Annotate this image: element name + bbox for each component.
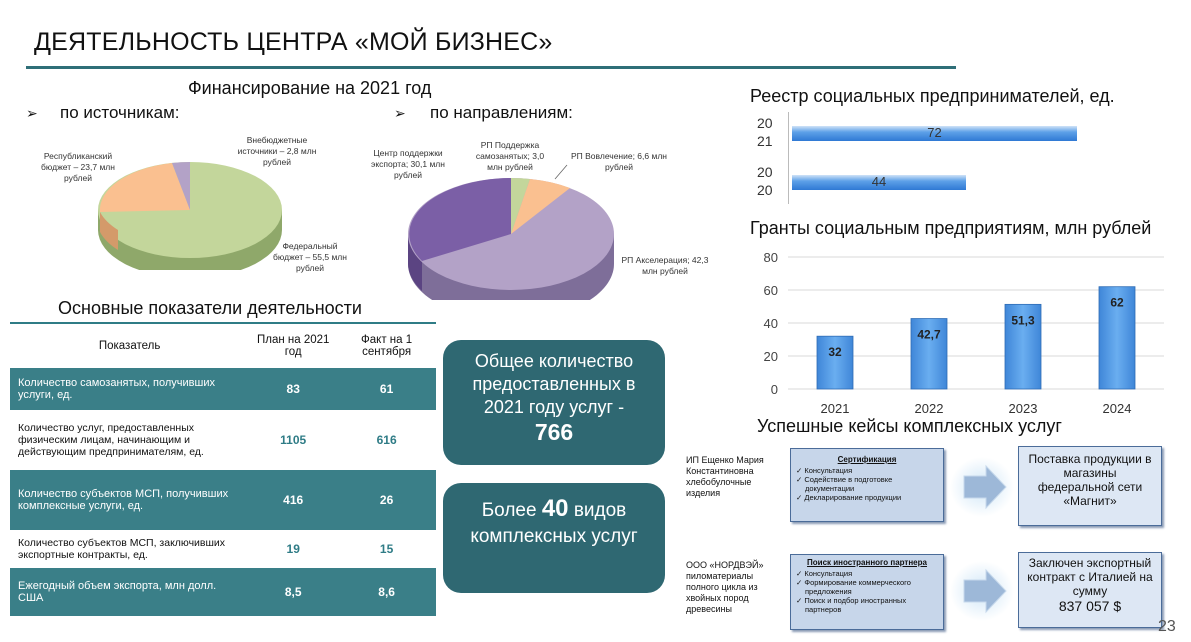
y-tick-label: 80 [763, 250, 778, 265]
list-item: ✓ Поиск и подбор иностранных партнеров [805, 596, 943, 614]
total-services-number: 766 [534, 419, 574, 445]
grant-bar-value-label: 62 [1110, 295, 1124, 310]
directions-pie-chart [402, 170, 620, 300]
pie2-label-export: Центр поддержки экспорта; 30,1 млн рублей [371, 148, 445, 180]
y-tick-label: 40 [763, 316, 778, 331]
case1-org: ИП Ещенко Мария Константиновна хлебобулочные изделия [686, 455, 764, 498]
kpi-row-name: Ежегодный объем экспорта, млн долл. США [10, 568, 249, 616]
page-number: 23 [1158, 618, 1176, 635]
complex-services-number: 40 [541, 495, 569, 522]
kpi-row-plan: 416 [249, 470, 337, 530]
complex-services-box [443, 483, 665, 593]
x-tick-label: 2024 [1102, 401, 1132, 416]
registry-bar-label: 44 [871, 174, 887, 189]
registry-title: Реестр социальных предпринимателей, ед. [750, 86, 1115, 106]
page-title: ДЕЯТЕЛЬНОСТЬ ЦЕНТРА «МОЙ БИЗНЕС» [34, 28, 553, 56]
y-tick-label: 0 [770, 382, 778, 397]
pie2-label-selfemployed: РП Поддержка самозанятых; 3,0 млн рублей [475, 140, 545, 172]
kpi-row-name: Количество субъектов МСП, получивших комплексные услуги, ед. [10, 470, 249, 530]
total-services-text: Общее количество предоставленных в 2021 году услуг - [472, 351, 636, 417]
case1-service-title: Сертификация [837, 455, 897, 464]
kpi-row-fact: 8,6 [337, 568, 436, 616]
pie2-leader-lines [545, 163, 575, 183]
case1-arrow-icon [950, 456, 1014, 518]
list-item: ✓ Консультация [805, 569, 943, 578]
kpi-row-fact: 616 [337, 410, 436, 470]
x-tick-label: 2022 [914, 401, 944, 416]
pie1-label-extrabudget: Внебюджетные источники – 2,8 млн рублей [237, 135, 317, 167]
table-row [10, 530, 436, 568]
kpi-row-plan: 1105 [249, 410, 337, 470]
grant-bar-value-label: 42,7 [917, 327, 941, 342]
kpi-header-plan: План на 2021 год [249, 323, 337, 368]
case2-arrow-icon [950, 560, 1014, 622]
grant-bar-value-label: 32 [828, 345, 842, 360]
registry-year-2020: 20 20 [757, 164, 773, 198]
kpi-table [10, 322, 436, 616]
complex-services-pre: Более [481, 500, 537, 521]
x-tick-label: 2021 [820, 401, 850, 416]
registry-bar-2020 [792, 175, 966, 190]
kpi-row-name: Количество услуг, предоставленных физическим лицам, начинающим и действующим предпринимателям, ед. [10, 410, 249, 470]
kpi-row-fact: 15 [337, 530, 436, 568]
grants-chart-title: Гранты социальным предприятиям, млн рублей [750, 218, 1152, 238]
kpi-row-plan: 19 [249, 530, 337, 568]
kpi-header-fact: Факт на 1 сентября [337, 323, 436, 368]
funding-by-direction-label: по направлениям: [430, 103, 573, 122]
table-row [10, 368, 436, 410]
case2-service-title: Поиск иностранного партнера [807, 558, 927, 567]
x-tick-label: 2023 [1008, 401, 1038, 416]
complex-services-post: видов комплексных услуг [470, 500, 638, 547]
registry-bar-2021 [792, 126, 1077, 141]
table-row [10, 470, 436, 530]
cases-title: Успешные кейсы комплексных услуг [757, 416, 1062, 436]
total-services-box [443, 340, 665, 465]
case2-services-card [790, 554, 944, 630]
list-item: ✓ Содействие в подготовке документации [805, 475, 943, 493]
kpi-row-fact: 61 [337, 368, 436, 410]
registry-bar-label: 72 [927, 125, 942, 140]
funding-title: Финансирование на 2021 год [188, 78, 432, 98]
pie2-label-acceleration: РП Акселерация; 42,3 млн рублей [621, 255, 709, 276]
title-divider [26, 66, 956, 69]
registry-year-2021: 20 21 [757, 115, 773, 149]
kpi-row-plan: 8,5 [249, 568, 337, 616]
kpi-title: Основные показатели деятельности [58, 298, 362, 318]
table-row [10, 568, 436, 616]
funding-by-source-label: по источникам: [60, 103, 180, 122]
y-tick-label: 20 [763, 349, 778, 364]
kpi-header-row [10, 323, 436, 368]
grant-bar-value-label: 51,3 [1011, 313, 1035, 328]
pie2-label-involvement: РП Вовлечение; 6,6 млн рублей [571, 151, 667, 172]
kpi-header-indicator: Показатель [10, 323, 249, 368]
case2-result-amount: 837 057 $ [1058, 598, 1122, 614]
grants-bar-chart [752, 245, 1172, 420]
case2-org: ООО «НОРДВЭЙ» пиломатериалы полного цикла из хвойных пород древесины [686, 560, 764, 614]
kpi-row-name: Количество субъектов МСП, заключивших экспортные контракты, ед. [10, 530, 249, 568]
list-item: ✓ Декларирование продукции [805, 493, 943, 502]
list-item: ✓ Консультация [805, 466, 943, 475]
list-item: ✓ Формирование коммерческого предложения [805, 578, 943, 596]
arrow-bullet-icon: ➢ [394, 105, 406, 121]
table-row [10, 410, 436, 470]
registry-axis [788, 112, 789, 204]
grant-bar [817, 336, 853, 389]
case1-services-card [790, 448, 944, 522]
kpi-row-name: Количество самозанятых, получивших услуги, ед. [10, 368, 249, 410]
kpi-row-plan: 83 [249, 368, 337, 410]
y-tick-label: 60 [763, 283, 778, 298]
case2-result: Заключен экспортный контракт с Италией на сумму 837 057 $ [1018, 552, 1162, 628]
pie1-label-republic: Республиканский бюджет – 23,7 млн рублей [41, 151, 115, 183]
pie1-label-federal: Федеральный бюджет – 55,5 млн рублей [273, 241, 347, 273]
arrow-bullet-icon: ➢ [26, 105, 38, 121]
kpi-row-fact: 26 [337, 470, 436, 530]
case1-result: Поставка продукции в магазины федеральной сети «Магнит» [1018, 446, 1162, 526]
